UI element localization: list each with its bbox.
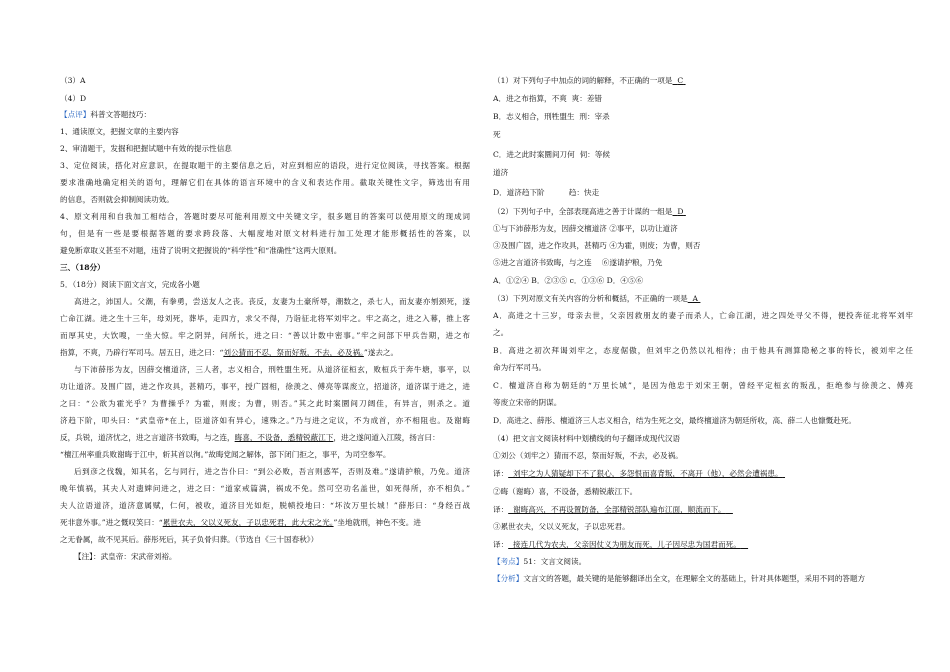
q1-option-c	[493, 150, 610, 160]
q3-option-b-line-2: 命为行军司马。	[493, 363, 547, 372]
question-3	[493, 294, 700, 304]
q2-items-3: ⑤进之言道济书致晦，与之连 ⑥遂请护粮，乃免	[493, 258, 663, 267]
tip-3-line-1: 3、定位阅读，搭化对应意识，在提取题干的主要信息之后，对应到相应的语段，进行定位阅读，寻找答案。根据	[60, 161, 470, 170]
kaodian-tag: 【考点】	[493, 557, 524, 566]
answer-value: D	[677, 207, 684, 216]
passage-text: 死非意外事。”进之慨叹笑曰：“	[60, 518, 163, 527]
dianping-text: 科普文答题技巧：	[90, 110, 152, 119]
tip-2: 2、审清题干，发掘和把握试题中有效的提示性信息	[60, 144, 232, 153]
answer-value: C	[677, 76, 684, 85]
q4-translation-3	[493, 540, 748, 550]
option-text: B．志义相合，刑牲盟生	[493, 112, 575, 121]
underlined-sentence-3: 累世衣夫，父以义死友，子以忠死君，此大宋之光。	[162, 518, 334, 527]
q3-option-c-line-2: 等废立宋帝的阴谋。	[493, 398, 562, 407]
kaodian-text: 51：文言文阅读。	[523, 557, 587, 566]
passage-2-line-6: “檀江州率重兵败谢晦于江中，斩其首以徇。”故晦党闻之解体，部下闭门拒之，事平，为司空参军。	[60, 450, 391, 459]
passage-2-line-1: 与下沛薛彤为友，因薛交檀道济，三人者，志义相合，刑牲盟生死。从道济征桓玄，败桓兵于奔牛塘，事平，以	[74, 365, 470, 374]
answer-value: A	[692, 294, 698, 303]
passage-text: ”坐地就刑，神色不变。进	[333, 518, 421, 527]
q3-option-a-line-1: A．高进之十三岁，母亲去世，父亲因救朋友的妻子而杀人，亡命江湖，进之四处寻父不得，便投奔征北将军刘牢	[493, 311, 913, 320]
question-text: （2）下列句子中，全部表现高进之善于计谋的一组是	[493, 207, 673, 216]
fenxi-text: 文言文的答题，最关键的是能够翻译出全文，在理解全文的基础上，针对具体题型，采用不同的答题方	[523, 574, 866, 583]
translation-text	[508, 469, 785, 478]
passage-3-line-3: 夫人泣语道济，道济意属赋，仁何，被收，道济目光如炬，脱帻投地曰：“坏汝万里长城！”薛彤曰：“身经百战	[60, 501, 470, 510]
passage-3-line-4	[60, 518, 421, 528]
dianping-tag: 【点评】	[60, 110, 91, 119]
translation-label: 译：	[493, 540, 509, 549]
passage-2-line-3: 之曰：“公欲为霍光乎？为曹操乎？为霍，则废；为曹，则否。”其之此时案圜间刀阔佳，有异言，则杀之。道	[60, 399, 470, 408]
q2-options: A．①②④ B．②③⑤ c．①③⑥ D．④⑤⑥	[493, 276, 644, 285]
q4-sentence-1: ①刘公（刘牢之）猜而不忍，祭而好叛，不去，必及祸。	[493, 451, 683, 460]
passage-1-line-4	[60, 348, 398, 358]
q4-sentence-2: ②晦（谢晦）喜，不设备，悉精锐蔽江下。	[493, 487, 638, 496]
option-gloss: 伺：等候	[579, 150, 610, 159]
passage-text: ，进之遂间道入江陵，扬言曰：	[333, 433, 440, 442]
section-3-heading: 三、（18分）	[60, 263, 105, 272]
translation-text	[508, 505, 733, 514]
passage-1-line-3: 而厚其史，大饮嗖，一坐大惊。牢之阴异，问所长，进之曰：“善以计数中密事。”牢之问部下甲兵告期，进之布	[60, 331, 470, 340]
translation-value: 接连几代为农夫，父亲因仗义为朋友而死，儿子因尽忠为国君而死。	[513, 540, 741, 549]
q1-option-d	[493, 188, 599, 198]
answer-4: （4）D	[60, 94, 87, 103]
option-gloss: 刑：宰杀	[579, 112, 610, 121]
translation-value: 谢晦高兴，不再设置防备，全部精锐部队遍布江面，顺流而下。	[513, 505, 726, 514]
answer-blank	[673, 207, 686, 216]
q3-option-c-line-1: C．檀道济自称为朝廷的“万里长城”，是因为他忠于刘宋王朝，曾经平定桓玄的叛乱，拒绝参与徐羡之、傅亮	[493, 381, 913, 390]
q1-option-b	[493, 112, 610, 122]
passage-2-line-2: 功让道济。及围广固，进之作攻具，甚精巧，事平，授广固相，徐羡之、傅亮等谋废立，招道济，道济谋于进之，进	[60, 382, 470, 391]
q2-items-1: ①与下沛薛彤为友，因薛交檀道济 ②事平，以功让道济	[493, 224, 678, 233]
q4-translation-2	[493, 505, 733, 515]
q3-option-b-line-1: B．高进之初次拜谒刘牢之，态度倨傲，但刘牢之仍然以礼相待；由于他具有测算隐秘之事的特长，被刘牢之任	[493, 346, 913, 355]
fenxi-tag: 【分析】	[493, 574, 524, 583]
answer-blank	[688, 294, 701, 303]
question-1	[493, 76, 686, 86]
passage-text: 指算，不爽，乃辟行军司马。居五日，进之曰：“	[60, 348, 224, 357]
q3-option-d: D．高进之、薛彤、檀道济三人志义相合，结为生死之交，最终檀道济为朝廷所收，高、薛二人也慷慨赴死。	[493, 416, 856, 425]
question-text: （1）对下列句子中加点的词的解释，不正确的一项是	[493, 76, 673, 85]
passage-text: ”遂去之。	[363, 348, 399, 357]
passage-3-line-2: 晚年慎祸，其夫人对遗婢问进之，进之曰：“道家戒篇满，祸成不免。然可空功名盖世，如死得所，亦不相负。”	[60, 484, 470, 493]
underlined-sentence-2: 晦喜，不设备，悉精锐蔽江下	[234, 433, 334, 442]
question-4: （4）把文言文阅读材料中划横线的句子翻译成现代汉语	[493, 434, 681, 443]
tip-4-line-3: 避免断章取义甚至不对题，违背了说明文把握说的“科学性”和“准确性”这两大原则。	[60, 246, 342, 255]
q4-sentence-3: ③累世衣夫，父以义死友，子以忠死君。	[493, 522, 630, 531]
option-gloss: 爽：差错	[571, 94, 603, 103]
q2-items-2: ③及围广固，进之作攻具，甚精巧 ④为霍，则废；为曹，则否	[493, 241, 701, 250]
question-text: （3）下列对原文有关内容的分析和概括，不正确的一项是	[493, 294, 688, 303]
q1-option-c-cont: 道济	[493, 168, 509, 177]
tip-3-line-3: 的信息，否则就会抑制阅读功效。	[60, 195, 174, 204]
passage-3-line-1: 后到彦之伐魏，知其名，乞与同行，进之告仆曰：“到公必败，吾言则惑军，否则及难。”遂请护粮，乃免。道济	[74, 467, 470, 476]
passage-2-line-4: 济趋下阶，叩头曰：“武皇帝*在上，臣道济如有异心，速殊之。”乃与进之定议，不为成首，亦不相阻也。及谢晦	[60, 416, 470, 425]
passage-1-line-2: 亡命江湖。进之生十三年，母刘死，葬毕，走四方，求父不得，乃诣征北将军刘牢之。牢之高之，进之入幕，推上客	[60, 314, 470, 323]
option-gloss: 趋：快走	[568, 188, 600, 197]
translation-label: 译：	[493, 505, 509, 514]
tip-3-line-2: 要求准确地确定相关的语句，理解它们在具体的语言环境中的含义和表达作用。截取关键性文字，筛选出有用	[60, 178, 470, 187]
question-5: 5．（18分）阅读下面文言文，完成各小题	[60, 280, 200, 289]
tip-1: 1、通读原文，把握文章的主要内容	[60, 127, 179, 136]
q1-option-a	[493, 94, 602, 104]
underlined-sentence-1: 刘公猜而不忍，祭而好叛，不去，必及祸。	[223, 348, 364, 357]
q3-option-a-line-2: 之。	[493, 328, 509, 337]
kaodian-line	[493, 557, 586, 567]
translation-label: 译：	[493, 469, 509, 478]
tip-4-line-1: 4、原文利用和自我加工相结合，答题时要尽可能利用原文中关键文字，很多题目的答案可以使用原文的现成词	[60, 212, 470, 221]
fenxi-line	[493, 574, 865, 584]
q4-translation-1	[493, 469, 785, 479]
tip-4-line-2: 句，但是有一些是要根据答题的要求跨段落、大幅度地对原文材料进行加工处理才能形概括性的答案，以	[60, 229, 470, 238]
passage-text: 反，兵锐，道济忧之，进之言道济书致晦，与之连，	[60, 433, 235, 442]
option-text: C．进之此时案圜间刀何	[493, 150, 575, 159]
dianping-line	[60, 110, 151, 120]
passage-3-line-5: 之无眷属，故不见其后。薛彤死后，其子负骨归葬。（节选自《三十国春秋》）	[60, 535, 319, 544]
q1-option-b-cont: 死	[493, 130, 501, 139]
option-text: D．道济趋下阶	[493, 188, 545, 197]
passage-1-line-1: 高进之，沛国人。父潮，有拳勇，尝送友人之丧。丧反，友妻为土豪所辱，潮数之，杀七人，而友妻亦刎颈死，遂	[74, 297, 470, 306]
answer-3: （3）A	[60, 76, 86, 85]
option-text: A．进之布指算，不爽	[493, 94, 567, 103]
question-2	[493, 207, 686, 217]
translation-text	[508, 540, 748, 549]
footnote: 【注】：武皇帝：宋武帝刘裕。	[74, 552, 177, 561]
translation-value: 刘牢之为人猜疑却下不了狠心，多怨恨而喜背叛，不离开（他），必然会遭祸患。	[513, 469, 783, 478]
passage-2-line-5	[60, 433, 440, 443]
answer-blank	[673, 76, 686, 85]
